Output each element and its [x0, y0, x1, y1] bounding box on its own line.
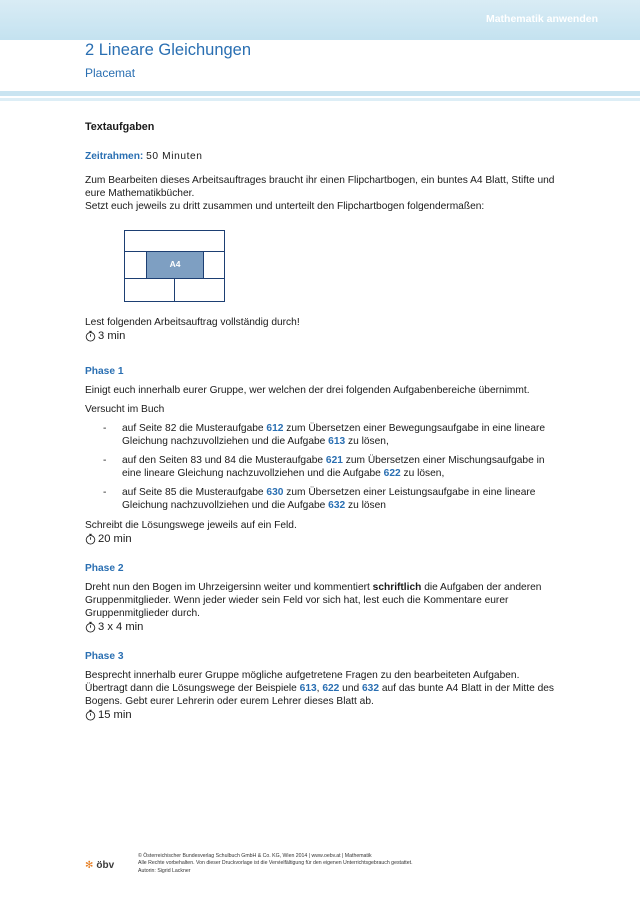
read-instruction: Lest folgenden Arbeitsauftrag vollständig durch! [85, 317, 300, 328]
phase-2-text: die Aufgaben der anderen [421, 582, 542, 593]
exercise-number: 632 [362, 683, 379, 694]
exercise-number: 632 [328, 500, 346, 511]
section-title: Textaufgaben [85, 121, 155, 133]
item-text: zum Übersetzen einer Leistungsaufgabe in eine lineare [283, 487, 536, 498]
stopwatch-icon [85, 709, 96, 721]
list-item [85, 454, 565, 480]
page-title: 2 Lineare Gleichungen [85, 41, 252, 59]
phase-3-text: auf das bunte A4 Blatt in der Mitte des [379, 683, 554, 694]
phase-3-text: , [316, 683, 323, 694]
phase-3-line-2 [85, 682, 565, 695]
timer-phase-1-value: 20 min [98, 533, 132, 545]
stopwatch-icon [85, 621, 96, 633]
worksheet-content [85, 121, 565, 722]
author-line: Autorin: Sigrid Lackner [138, 867, 191, 874]
item-text: eine lineare Gleichung nachzuvollziehen und die Aufgabe [122, 468, 384, 479]
phase-1-title: Phase 1 [85, 366, 124, 377]
phase-1-text: Einigt euch innerhalb eurer Gruppe, wer welchen der drei folgenden Aufgabenbereiche übernimmt. [85, 385, 530, 396]
publisher-logo [85, 859, 114, 872]
item-text: zu lösen, [345, 436, 389, 447]
logo-text: öbv [96, 860, 115, 871]
item-text: zu lösen [345, 500, 386, 511]
phase-2-line-3: Gruppenmitglieder durch. [85, 608, 200, 619]
timer-phase-3-value: 15 min [98, 709, 132, 721]
exercise-number: 630 [266, 487, 284, 498]
task-list [85, 422, 565, 512]
list-item [85, 486, 565, 512]
item-text: zum Übersetzen einer Bewegungsaufgabe in eine lineare [283, 423, 546, 434]
phase-3-text: Übertragt dann die Lösungswege der Beispiele [85, 683, 300, 694]
header-band [0, 0, 640, 40]
item-text: zum Übersetzen einer Mischungsaufgabe in [342, 455, 545, 466]
phase-1-closing: Schreibt die Lösungswege jeweils auf ein Feld. [85, 520, 297, 531]
timer-phase-2-value: 3 x 4 min [98, 621, 144, 633]
phase-2-text: Dreht nun den Bogen im Uhrzeigersinn weiter und kommentiert [85, 582, 373, 593]
list-dash: - [103, 487, 107, 498]
exercise-number: 621 [325, 455, 343, 466]
stopwatch-icon [85, 533, 96, 545]
exercise-number: 613 [328, 436, 346, 447]
timer-phase-3 [85, 708, 565, 722]
header-stripe-light [0, 98, 640, 101]
stopwatch-icon [85, 330, 96, 342]
exercise-number: 613 [299, 683, 317, 694]
exercise-number: 612 [266, 423, 284, 434]
phase-2-emphasis: schriftlich [372, 582, 422, 593]
timeframe [85, 150, 565, 163]
intro-line-2: eure Mathematikbücher. [85, 188, 195, 199]
diagram-a4-sheet: A4 [146, 251, 204, 279]
list-dash: - [103, 423, 107, 434]
phase-3-title: Phase 3 [85, 651, 124, 662]
phase-1-lead: Versucht im Buch [85, 404, 165, 415]
footer-text [138, 853, 413, 875]
timeframe-label: Zeitrahmen: [85, 151, 144, 162]
phase-2-line-1 [85, 581, 565, 594]
logo-mark-icon: ✻ [85, 860, 94, 871]
timer-read-value: 3 min [98, 330, 126, 342]
diagram-divider-vertical [174, 278, 175, 301]
phase-3-line-3: Bogens. Gebt eurer Lehrerin oder eurem Lehrer dieses Blatt ab. [85, 696, 374, 707]
item-text: Gleichung nachzuvollziehen und die Aufgabe [122, 500, 329, 511]
exercise-number: 622 [383, 468, 401, 479]
phase-3-text: und [339, 683, 362, 694]
intro-line-3: Setzt euch jeweils zu dritt zusammen und unterteilt den Flipchartbogen folgendermaßen: [85, 201, 485, 212]
item-text: Gleichung nachzuvollziehen und die Aufgabe [122, 436, 329, 447]
item-text: auf Seite 85 die Musteraufgabe [122, 487, 267, 498]
timeframe-value: 50 Minuten [146, 151, 203, 162]
timer-read [85, 329, 565, 343]
page-subtitle: Placemat [85, 66, 136, 80]
item-text: auf den Seiten 83 und 84 die Musteraufgabe [122, 455, 326, 466]
placemat-diagram [124, 230, 225, 302]
timer-phase-2 [85, 620, 565, 634]
phase-2-line-2: Gruppenmitglieder. Wenn jeder wieder sein Feld vor sich hat, lest euch die Kommentare eurer [85, 595, 509, 606]
list-item [85, 422, 565, 448]
phase-3-line-1: Besprecht innerhalb eurer Gruppe mögliche aufgetretene Fragen zu den bearbeiteten Aufgaben. [85, 670, 520, 681]
exercise-number: 622 [322, 683, 340, 694]
rights-line: Alle Rechte vorbehalten. Von dieser Druckvorlage ist die Vervielfältigung für den eigenen Unterrichtsgebrauch gestattet. [138, 860, 413, 867]
timer-phase-1 [85, 532, 565, 546]
item-text: zu lösen, [400, 468, 445, 479]
intro-line-1: Zum Bearbeiten dieses Arbeitsauftrages braucht ihr einen Flipchartbogen, ein buntes A4 Blatt, Stifte und [85, 175, 555, 186]
list-dash: - [103, 455, 107, 466]
series-brand: Mathematik anwenden [485, 13, 598, 25]
phase-2-title: Phase 2 [85, 563, 124, 574]
copyright-line: © Österreichischer Bundesverlag Schulbuch GmbH & Co. KG, Wien 2014 | www.oebv.at | Mathematik [138, 853, 372, 859]
item-text: auf Seite 82 die Musteraufgabe [122, 423, 267, 434]
